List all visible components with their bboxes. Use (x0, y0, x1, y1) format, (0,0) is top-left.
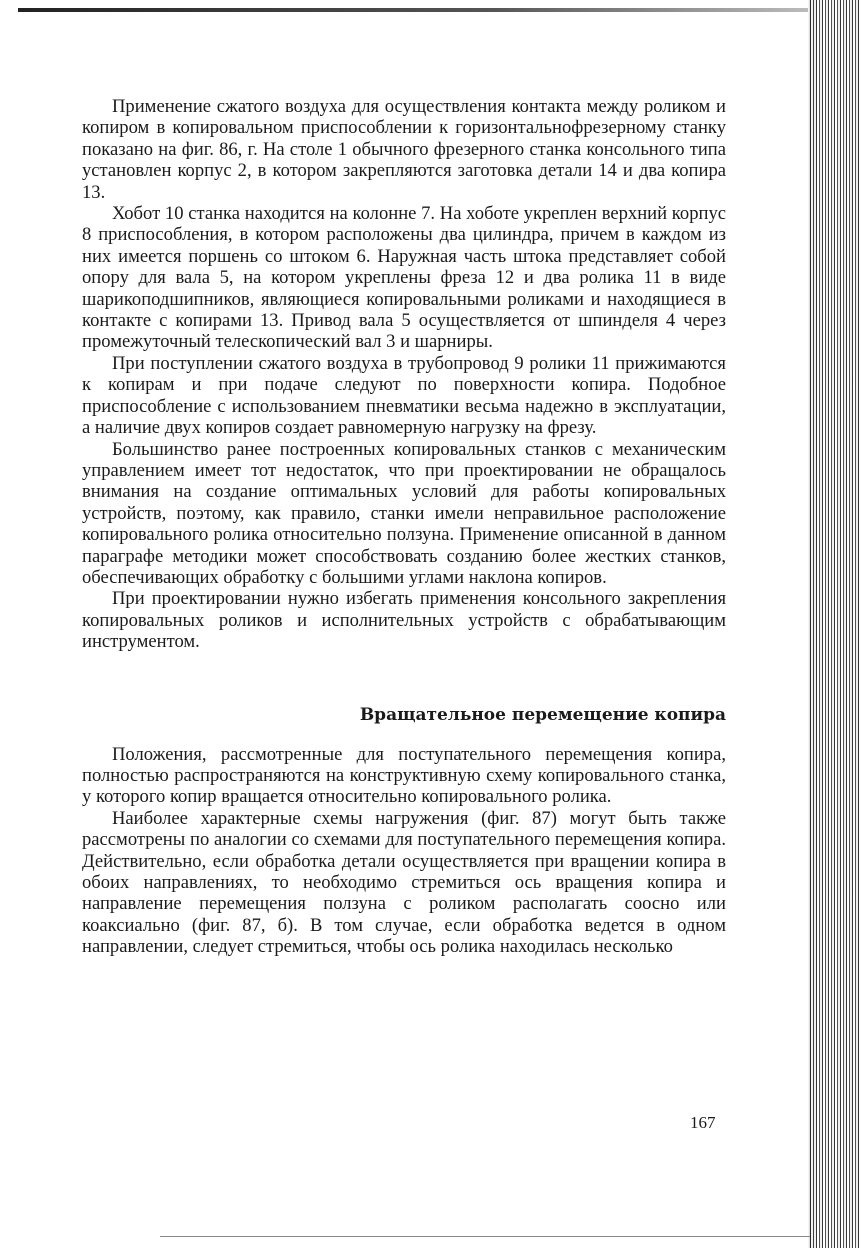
section-heading: Вращательное перемещение копира (359, 704, 726, 725)
paragraph-2: Хобот 10 станка находится на колонне 7. На хоботе укреплен верхний корпус 8 приспособления, в котором расположены два цилиндра, причем в каждом из них имеется поршень со штоком 6. Наружная часть штока представляет собой опору для вала 5, на котором укреплены фреза 12 и два ролика 11 в виде шарикоподшипников, являющиеся копировальными роликами и находящиеся в контакте с копирами 13. Привод вала 5 осуществляется от шпинделя 4 через промежуточный телескопический вал 3 и шарниры. (82, 203, 726, 353)
paragraph-1: Применение сжатого воздуха для осуществления контакта между роликом и копиром в копировальном приспособлении к горизонтальнофрезерному станку показано на фиг. 86, г. На столе 1 обычного фрезерного станка консольного типа установлен корпус 2, в котором закрепляются заготовка детали 14 и два копира 13. (82, 96, 726, 203)
paragraph-3: При поступлении сжатого воздуха в трубопровод 9 ролики 11 прижимаются к копирам и при подаче следуют по поверхности копира. Подобное приспособление с использованием пневматики весьма надежно в эксплуатации, а наличие двух копиров создает равномерную нагрузку на фрезу. (82, 352, 726, 439)
page-body (82, 96, 726, 958)
page-number: 167 (690, 1113, 716, 1132)
paragraph-5: При проектировании нужно избегать применения консольного закрепления копировальных роликов и исполнительных устройств с обрабатывающим инструментом. (82, 588, 726, 653)
paragraph-4: Большинство ранее построенных копировальных станков с механическим управлением имеет тот недостаток, что при проектировании не обращалось внимания на создание оптимальных условий для работы копировальных устройств, поэтому, как правило, станки имели неправильное расположение копировального ролика относительно ползуна. Применение описанной в данном параграфе методики может способствовать созданию более жестких станков, обеспечивающих обработку с большими углами наклона копиров. (82, 438, 726, 588)
top-scan-rule (18, 8, 808, 12)
book-spine (810, 0, 860, 1248)
paragraph-6: Положения, рассмотренные для поступательного перемещения копира, полностью распространяются на конструктивную схему копировального станка, у которого копир вращается относительно копировального ролика. (82, 743, 726, 808)
paragraph-7: Наиболее характерные схемы нагружения (фиг. 87) могут быть также рассмотрены по аналогии со схемами для поступательного перемещения копира. Действительно, если обработка детали осуществляется при вращении копира в обоих направлениях, то необходимо стремиться ось вращения копира и направление перемещения ползуна с роликом располагать соосно или коаксиально (фиг. 87, б). В том случае, если обработка ведется в одном направлении, следует стремиться, чтобы ось ролика находилась несколько (82, 807, 726, 958)
bottom-scan-rule (160, 1236, 810, 1237)
